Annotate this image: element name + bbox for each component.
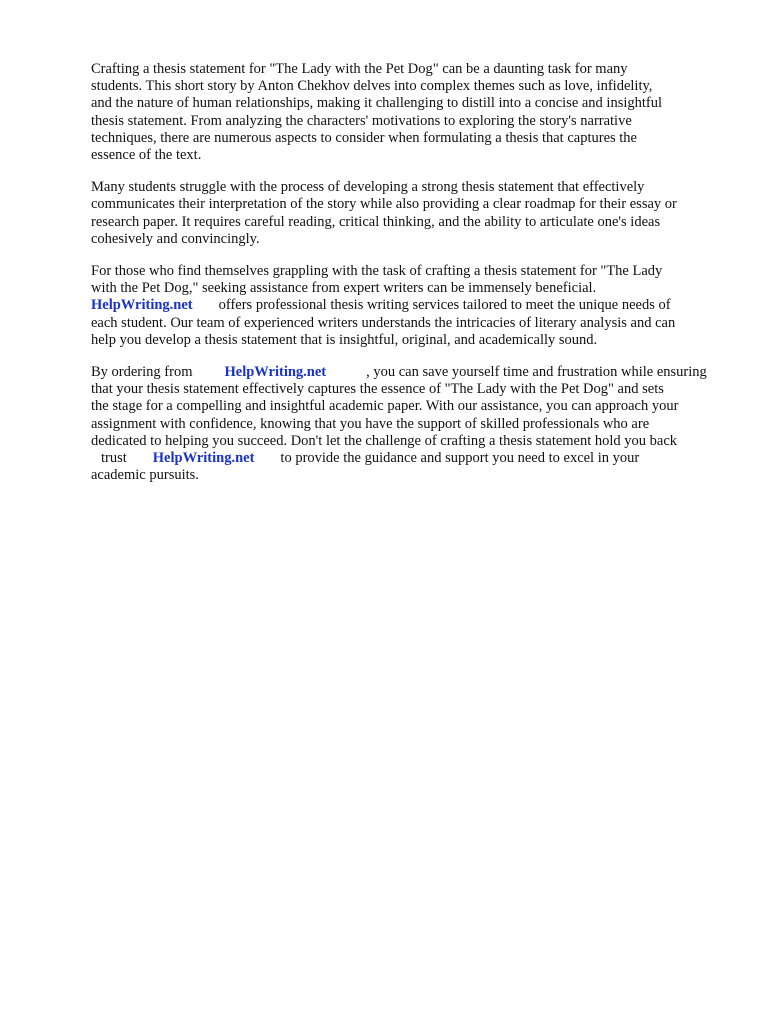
text-line: research paper. It requires careful reading, critical thinking, and the ability to articulate one's ideas xyxy=(91,213,661,230)
text-line: that your thesis statement effectively captures the essence of "The Lady with the Pet Dog" and sets xyxy=(91,381,664,398)
text-line: and the nature of human relationships, making it challenging to distill into a concise and insightful xyxy=(91,95,663,112)
text-fragment: to provide the guidance and support you need to excel in your xyxy=(280,450,640,467)
text-line xyxy=(91,364,725,381)
text-line: thesis statement. From analyzing the characters' motivations to exploring the story's narrative xyxy=(91,112,632,129)
helpwriting-link[interactable]: HelpWriting.net xyxy=(91,297,193,314)
text-line: help you develop a thesis statement that is insightful, original, and academically sound. xyxy=(91,331,598,348)
text-fragment: offers professional thesis writing services tailored to meet the unique needs of xyxy=(218,297,671,314)
document-body xyxy=(91,61,725,499)
text-line: each student. Our team of experienced writers understands the intricacies of literary analysis and can xyxy=(91,314,676,331)
paragraph-1 xyxy=(91,61,725,164)
text-line: assignment with confidence, knowing that you have the support of skilled professionals who are xyxy=(91,415,650,432)
text-fragment: , you can save yourself time and frustration while ensuring xyxy=(366,364,707,381)
helpwriting-link[interactable]: HelpWriting.net xyxy=(152,450,255,467)
text-line: dedicated to helping you succeed. Don't let the challenge of crafting a thesis statement hold you back xyxy=(91,432,678,449)
text-line: academic pursuits. xyxy=(91,467,199,484)
text-line xyxy=(91,450,725,467)
text-line: techniques, there are numerous aspects to consider when formulating a thesis that captures the xyxy=(91,129,637,146)
text-line: the stage for a compelling and insightful academic paper. With our assistance, you can approach your xyxy=(91,398,679,415)
text-line: For those who find themselves grappling with the task of crafting a thesis statement for "The Lady xyxy=(91,263,663,280)
text-line: communicates their interpretation of the story while also providing a clear roadmap for their essay or xyxy=(91,196,677,213)
text-line: students. This short story by Anton Chekhov delves into complex themes such as love, infidelity, xyxy=(91,78,653,95)
text-line: cohesively and convincingly. xyxy=(91,230,260,247)
paragraph-2 xyxy=(91,179,725,248)
text-fragment: trust xyxy=(101,450,127,467)
text-fragment: By ordering from xyxy=(91,364,193,381)
text-line xyxy=(91,297,725,314)
text-line: Many students struggle with the process of developing a strong thesis statement that effectively xyxy=(91,179,645,196)
text-line: essence of the text. xyxy=(91,147,202,164)
paragraph-3 xyxy=(91,263,725,349)
paragraph-4 xyxy=(91,364,725,484)
text-line: with the Pet Dog," seeking assistance from expert writers can be immensely beneficial. xyxy=(91,280,597,297)
text-line: Crafting a thesis statement for "The Lady with the Pet Dog" can be a daunting task for many xyxy=(91,61,628,77)
helpwriting-link[interactable]: HelpWriting.net xyxy=(224,364,327,381)
